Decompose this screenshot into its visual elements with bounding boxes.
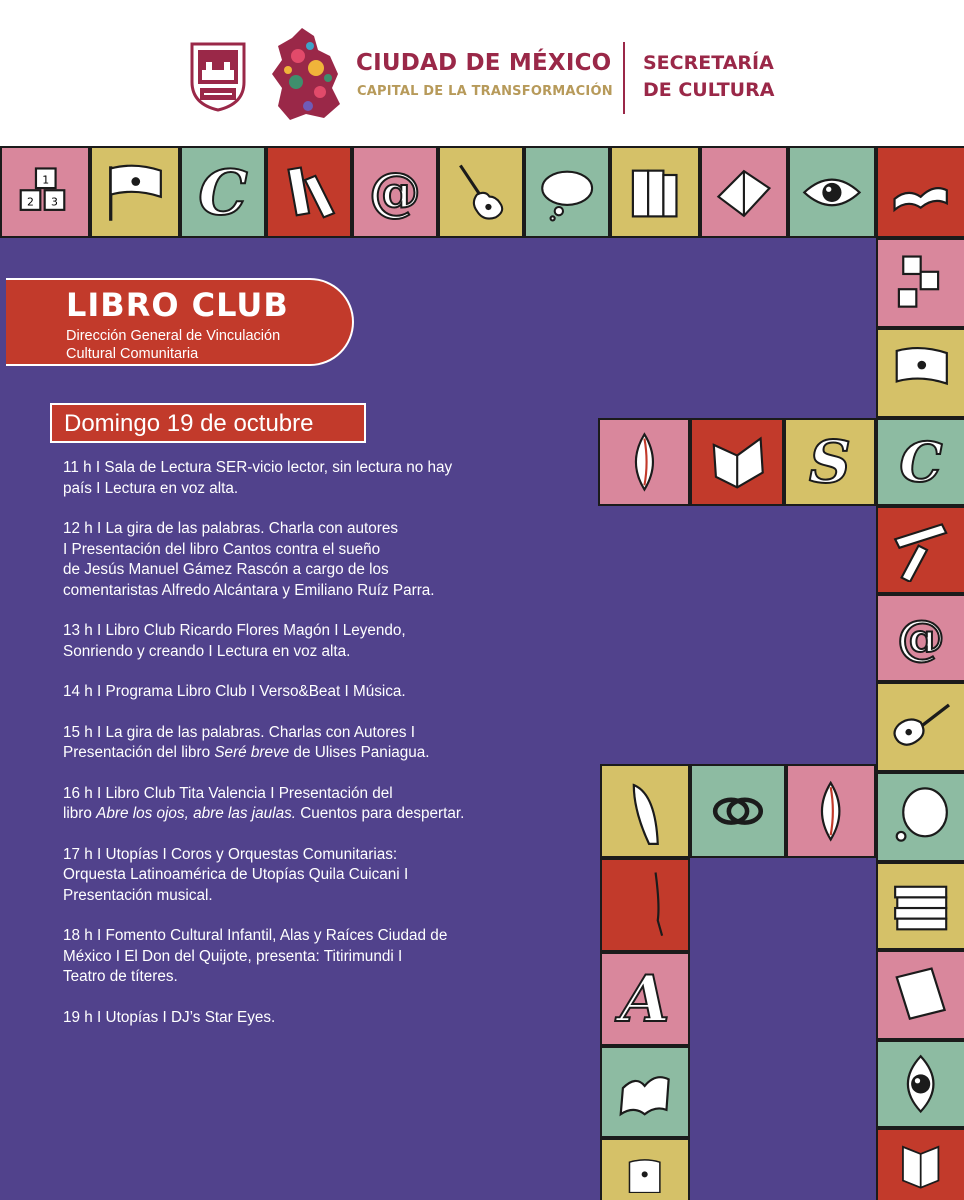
- event-line: país I Lectura en voz alta.: [63, 479, 239, 497]
- tile-lower-flag: [600, 1138, 690, 1200]
- event-text: Presentación del libro: [63, 744, 215, 761]
- open-book-icon: [888, 159, 953, 226]
- letter-c-icon: C: [899, 430, 943, 494]
- svg-text:3: 3: [51, 195, 59, 209]
- tile-lower-rings: [690, 764, 786, 858]
- eye-icon: [888, 1052, 953, 1116]
- cdmx-floral-map-icon: [268, 26, 348, 122]
- tile-lower-open-book: [600, 1046, 690, 1138]
- books-icon: [622, 159, 687, 226]
- event-item: [63, 1008, 543, 1029]
- cdmx-subtitle: CAPITAL DE LA TRANSFORMACIÓN: [357, 84, 613, 99]
- rings-icon: [703, 777, 773, 845]
- event-line: 19 h I Utopías I DJ’s Star Eyes.: [63, 1008, 276, 1026]
- event-line: comentaristas Alfredo Alcántara y Emiliano Ruíz Parra.: [63, 581, 435, 599]
- event-line: Sonriendo y creando I Lectura en voz alta.: [63, 642, 351, 660]
- books-icon: [888, 874, 953, 938]
- program-title-banner: [6, 278, 354, 366]
- book-stack-tilted-icon: [278, 159, 340, 226]
- at-sign-icon: @: [897, 610, 945, 666]
- event-date: Domingo 19 de octubre: [64, 410, 314, 437]
- tile-mid-lips: [598, 418, 690, 506]
- game-board: [0, 146, 964, 1200]
- event-line: 11 h I Sala de Lectura SER-vicio lector, sin lectura no hay: [63, 459, 453, 476]
- tile-right-books: [876, 862, 964, 950]
- letter-c-icon: C: [198, 155, 248, 229]
- tile-mid-open-book: [690, 418, 784, 506]
- event-text: Cuentos para despertar.: [295, 805, 465, 822]
- tile-right-eye: [876, 1040, 964, 1128]
- tile-lower-letter-a: [600, 952, 690, 1046]
- event-item: [63, 845, 543, 907]
- tile-right-letter-c: [876, 418, 964, 506]
- feather-icon: [612, 777, 677, 845]
- date-banner: [50, 403, 366, 443]
- secretaria-line2: DE CULTURA: [643, 79, 775, 101]
- eye-icon: [800, 159, 864, 226]
- tile-right-at-sign: [876, 594, 964, 682]
- tile-lower-feather-bottom: [600, 858, 690, 952]
- tile-right-blocks: [876, 238, 964, 328]
- flag-icon: [888, 340, 953, 405]
- tile-right-guitar: [876, 682, 964, 772]
- cdmx-title: CIUDAD DE MÉXICO: [356, 50, 612, 76]
- blocks-icon: [888, 250, 953, 315]
- event-line: 16 h I Libro Club Tita Valencia I Presentación del: [63, 784, 393, 802]
- event-line: 17 h I Utopías I Coros y Orquestas Comunitarias:: [63, 845, 398, 863]
- tile-guitar: [438, 146, 524, 238]
- event-item: [63, 519, 543, 601]
- event-line: 12 h I La gira de las palabras. Charla con autores: [63, 520, 399, 537]
- svg-text:1: 1: [42, 173, 50, 187]
- flag-icon: [612, 1147, 677, 1193]
- event-item: [63, 723, 543, 764]
- program-subtitle-line1: Dirección General de Vinculación: [66, 328, 281, 344]
- tile-open-book-2: [876, 146, 964, 238]
- event-item: [63, 621, 543, 662]
- event-item: [63, 926, 543, 988]
- book-stack-tilted-icon: [888, 518, 953, 582]
- event-line: [63, 804, 543, 825]
- event-item: [63, 784, 543, 825]
- tile-right-thought-bubble: [876, 772, 964, 862]
- letter-a-icon: A: [620, 961, 670, 1037]
- guitar-icon: [888, 694, 953, 759]
- event-text: libro: [63, 805, 97, 822]
- open-book-icon: [888, 1138, 953, 1191]
- tile-open-book-1: [700, 146, 788, 238]
- event-line: 18 h I Fomento Cultural Infantil, Alas y Raíces Ciudad de: [63, 927, 448, 944]
- program-subtitle-line2: Cultural Comunitaria: [66, 346, 199, 362]
- tile-letter-c: [180, 146, 266, 238]
- tile-speech-bubble: [524, 146, 610, 238]
- secretaria-line1: SECRETARÍA: [643, 52, 774, 74]
- program-title: LIBRO CLUB: [66, 286, 289, 324]
- tile-lower-feather-top: [600, 764, 690, 858]
- feather-icon: [612, 871, 677, 939]
- cdmx-shield-icon: [188, 40, 248, 112]
- event-line: 14 h I Programa Libro Club I Verso&Beat I Música.: [63, 683, 406, 700]
- tile-at-sign: [352, 146, 438, 238]
- at-sign-icon: @: [369, 161, 421, 223]
- tile-right-open-book: [876, 950, 964, 1040]
- svg-text:2: 2: [27, 195, 35, 209]
- lips-icon: [798, 777, 863, 845]
- event-item: [63, 682, 543, 703]
- letter-s-icon: S: [809, 428, 851, 496]
- speech-bubble-icon: [536, 159, 598, 226]
- event-line: México I El Don del Quijote, presenta: Titirimundi I: [63, 947, 403, 965]
- blocks-icon: [12, 159, 77, 226]
- tile-mid-letter-s: [784, 418, 876, 506]
- lips-icon: [611, 430, 678, 494]
- open-book-icon: [612, 1059, 677, 1126]
- tile-lower-lips: [786, 764, 876, 858]
- book-title: Seré breve: [214, 744, 290, 761]
- guitar-icon: [450, 159, 512, 226]
- event-line: Presentación musical.: [63, 886, 213, 904]
- event-line: 15 h I La gira de las palabras. Charlas con Autores I: [63, 723, 416, 741]
- event-text: de Ulises Paniagua.: [289, 744, 430, 761]
- event-list: [63, 458, 543, 1048]
- thought-bubble-icon: [888, 784, 953, 849]
- open-book-icon: [703, 430, 771, 494]
- tile-flag: [90, 146, 180, 238]
- event-line: [63, 743, 543, 764]
- event-line: Orquesta Latinoamérica de Utopías Quila Cuicani I: [63, 866, 409, 883]
- open-book-icon: [888, 962, 953, 1027]
- event-item: [63, 458, 543, 499]
- tile-eye: [788, 146, 876, 238]
- book-title: Abre los ojos, abre las jaulas.: [96, 805, 296, 822]
- flag-icon: [102, 159, 167, 226]
- event-line: Teatro de títeres.: [63, 968, 178, 985]
- tile-right-open-book-2: [876, 1128, 964, 1200]
- tile-books: [610, 146, 700, 238]
- event-line: 13 h I Libro Club Ricardo Flores Magón I Leyendo,: [63, 622, 406, 639]
- event-line: I Presentación del libro Cantos contra el sueño: [63, 540, 381, 558]
- header: [0, 0, 964, 146]
- tile-blocks: [0, 146, 90, 238]
- open-book-icon: [712, 159, 776, 226]
- tile-right-books-tilted: [876, 506, 964, 594]
- event-line: de Jesús Manuel Gámez Rascón a cargo de los: [63, 561, 389, 578]
- tile-right-flag: [876, 328, 964, 418]
- tile-books-tilted: [266, 146, 352, 238]
- header-divider: [623, 42, 625, 114]
